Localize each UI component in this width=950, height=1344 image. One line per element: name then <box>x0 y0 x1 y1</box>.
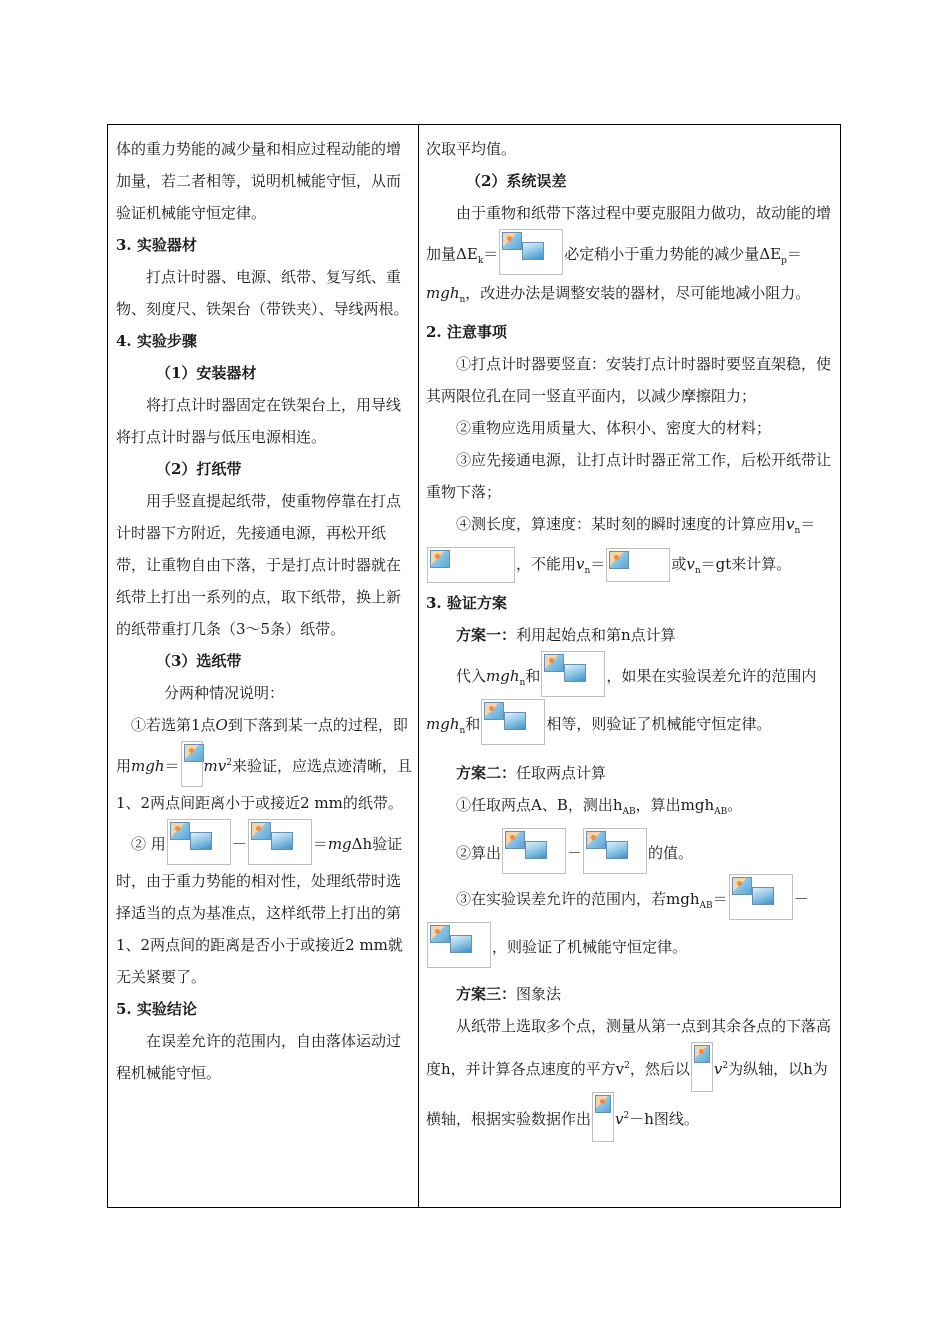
case-1: ①若选第1点O到下落到某一点的过程，即用mgh＝ $mv^2$来验证，应选点迹清晰，且1、2两点间距离小于或接近2 mm的纸带。 <box>116 716 412 812</box>
fraction-image <box>691 1042 713 1092</box>
section-4-title: 4. 实验步骤 <box>116 332 197 350</box>
plan-1-heading: 方案一：利用起始点和第n点计算 <box>456 626 676 644</box>
plan-3-text: 从纸带上选取多个点，测量从第一点到其余各点的下落高度h，并计算各点速度的平方$v^2$，然后以 $v^2$为纵轴，以h为横轴，根据实验数据作出 $v^2-h$图线。 <box>426 1010 834 1142</box>
formula-image <box>541 651 605 697</box>
note-3: ③应先接通电源，让打点计时器正常工作，后松开纸带让重物下落； <box>426 451 832 501</box>
left-column <box>116 133 412 1089</box>
formula-image <box>502 828 566 874</box>
plan-2-step-1: ①任取两点A、B，测出$h_{AB}$，算出mgh$_{AB}$。 <box>456 796 743 817</box>
step-2-text: 用手竖直提起纸带，使重物停靠在打点计时器下方附近，先接通电源，再松开纸带，让重物自由下落，于是打点计时器就在纸带上打出一系列的点，取下纸带，换上新的纸带重打几条（3～5条）纸带。 <box>116 492 402 638</box>
step-3-title: （3）选纸带 <box>156 652 242 670</box>
plan-3-heading: 方案三：图象法 <box>456 985 562 1003</box>
step-2-title: （2）打纸带 <box>156 460 242 478</box>
right-column <box>426 133 834 1142</box>
note-1: ①打点计时器要竖直：安装打点计时器时要竖直架稳，使其两限位孔在同一竖直平面内，以减少摩擦阻力； <box>426 355 832 405</box>
formula-image <box>481 699 545 745</box>
section-5-text: 在误差允许的范围内，自由落体运动过程机械能守恒。 <box>116 1032 402 1082</box>
formula-image <box>427 547 515 583</box>
section-3-title: 3. 实验器材 <box>116 236 197 254</box>
formula-image <box>729 874 793 920</box>
plan-1-text: 代入mgh$_n$和 ，如果在实验误差允许的范围内mgh$_n$和 相等，则验证了机械能守恒定律。 <box>426 651 834 747</box>
step-1-title: （1）安装器材 <box>156 364 257 382</box>
column-divider <box>418 125 419 1207</box>
section-3-text: 打点计时器、电源、纸带、复写纸、重物、刻度尺、铁架台（带铁夹）、导线两根。 <box>116 268 409 318</box>
error-2-title: （2）系统误差 <box>466 172 567 190</box>
formula-image <box>248 819 312 865</box>
notes-title: 2. 注意事项 <box>426 323 507 341</box>
verify-title: 3. 验证方案 <box>426 594 507 612</box>
intro-text: 体的重力势能的减少量和相应过程动能的增加量，若二者相等，说明机械能守恒，从而验证机械能守恒定律。 <box>116 140 402 222</box>
plan-2-step-2: ②算出 － 的值。 <box>426 828 834 874</box>
fraction-image <box>181 741 203 787</box>
section-5-title: 5. 实验结论 <box>116 1000 197 1018</box>
content-table <box>107 124 841 1208</box>
plan-2-step-3: ③在实验误差允许的范围内，若mgh$_{AB}$＝ － ，则验证了机械能守恒定律。 <box>426 874 834 968</box>
formula-image <box>167 819 231 865</box>
fraction-image <box>592 1092 614 1142</box>
continued-text: 次取平均值。 <box>426 140 517 158</box>
note-2: ②重物应选用质量大、体积小、密度大的材料； <box>456 419 772 437</box>
note-4: ④测长度，算速度：某时刻的瞬时速度的计算应用$v_n=$ ，不能用$v_n=$ 或$v_n=gt$来计算。 <box>426 508 834 587</box>
formula-image <box>427 922 491 968</box>
formula-image <box>499 229 563 275</box>
step-1-text: 将打点计时器固定在铁架台上，用导线将打点计时器与低压电源相连。 <box>116 396 402 446</box>
formula-image <box>583 828 647 874</box>
formula-image <box>606 548 670 582</box>
case-2: ② 用 － ＝mgΔh验证时，由于重力势能的相对性，处理纸带时选择适当的点为基准点，这样纸带上打出的第1、2两点间的距离是否小于或接近2 mm就无关紧要了。 <box>116 819 412 993</box>
step-3-intro: 分两种情况说明： <box>164 684 285 702</box>
plan-2-heading: 方案二：任取两点计算 <box>456 764 607 782</box>
error-2-text: 由于重物和纸带下落过程中要克服阻力做功，故动能的增加量$\Delta E_k=$ 必定稍小于重力势能的减少量$\Delta E_p=mgh_n$，改进办法是调整安装的器材，尽可能地减小阻力。 <box>426 204 832 305</box>
